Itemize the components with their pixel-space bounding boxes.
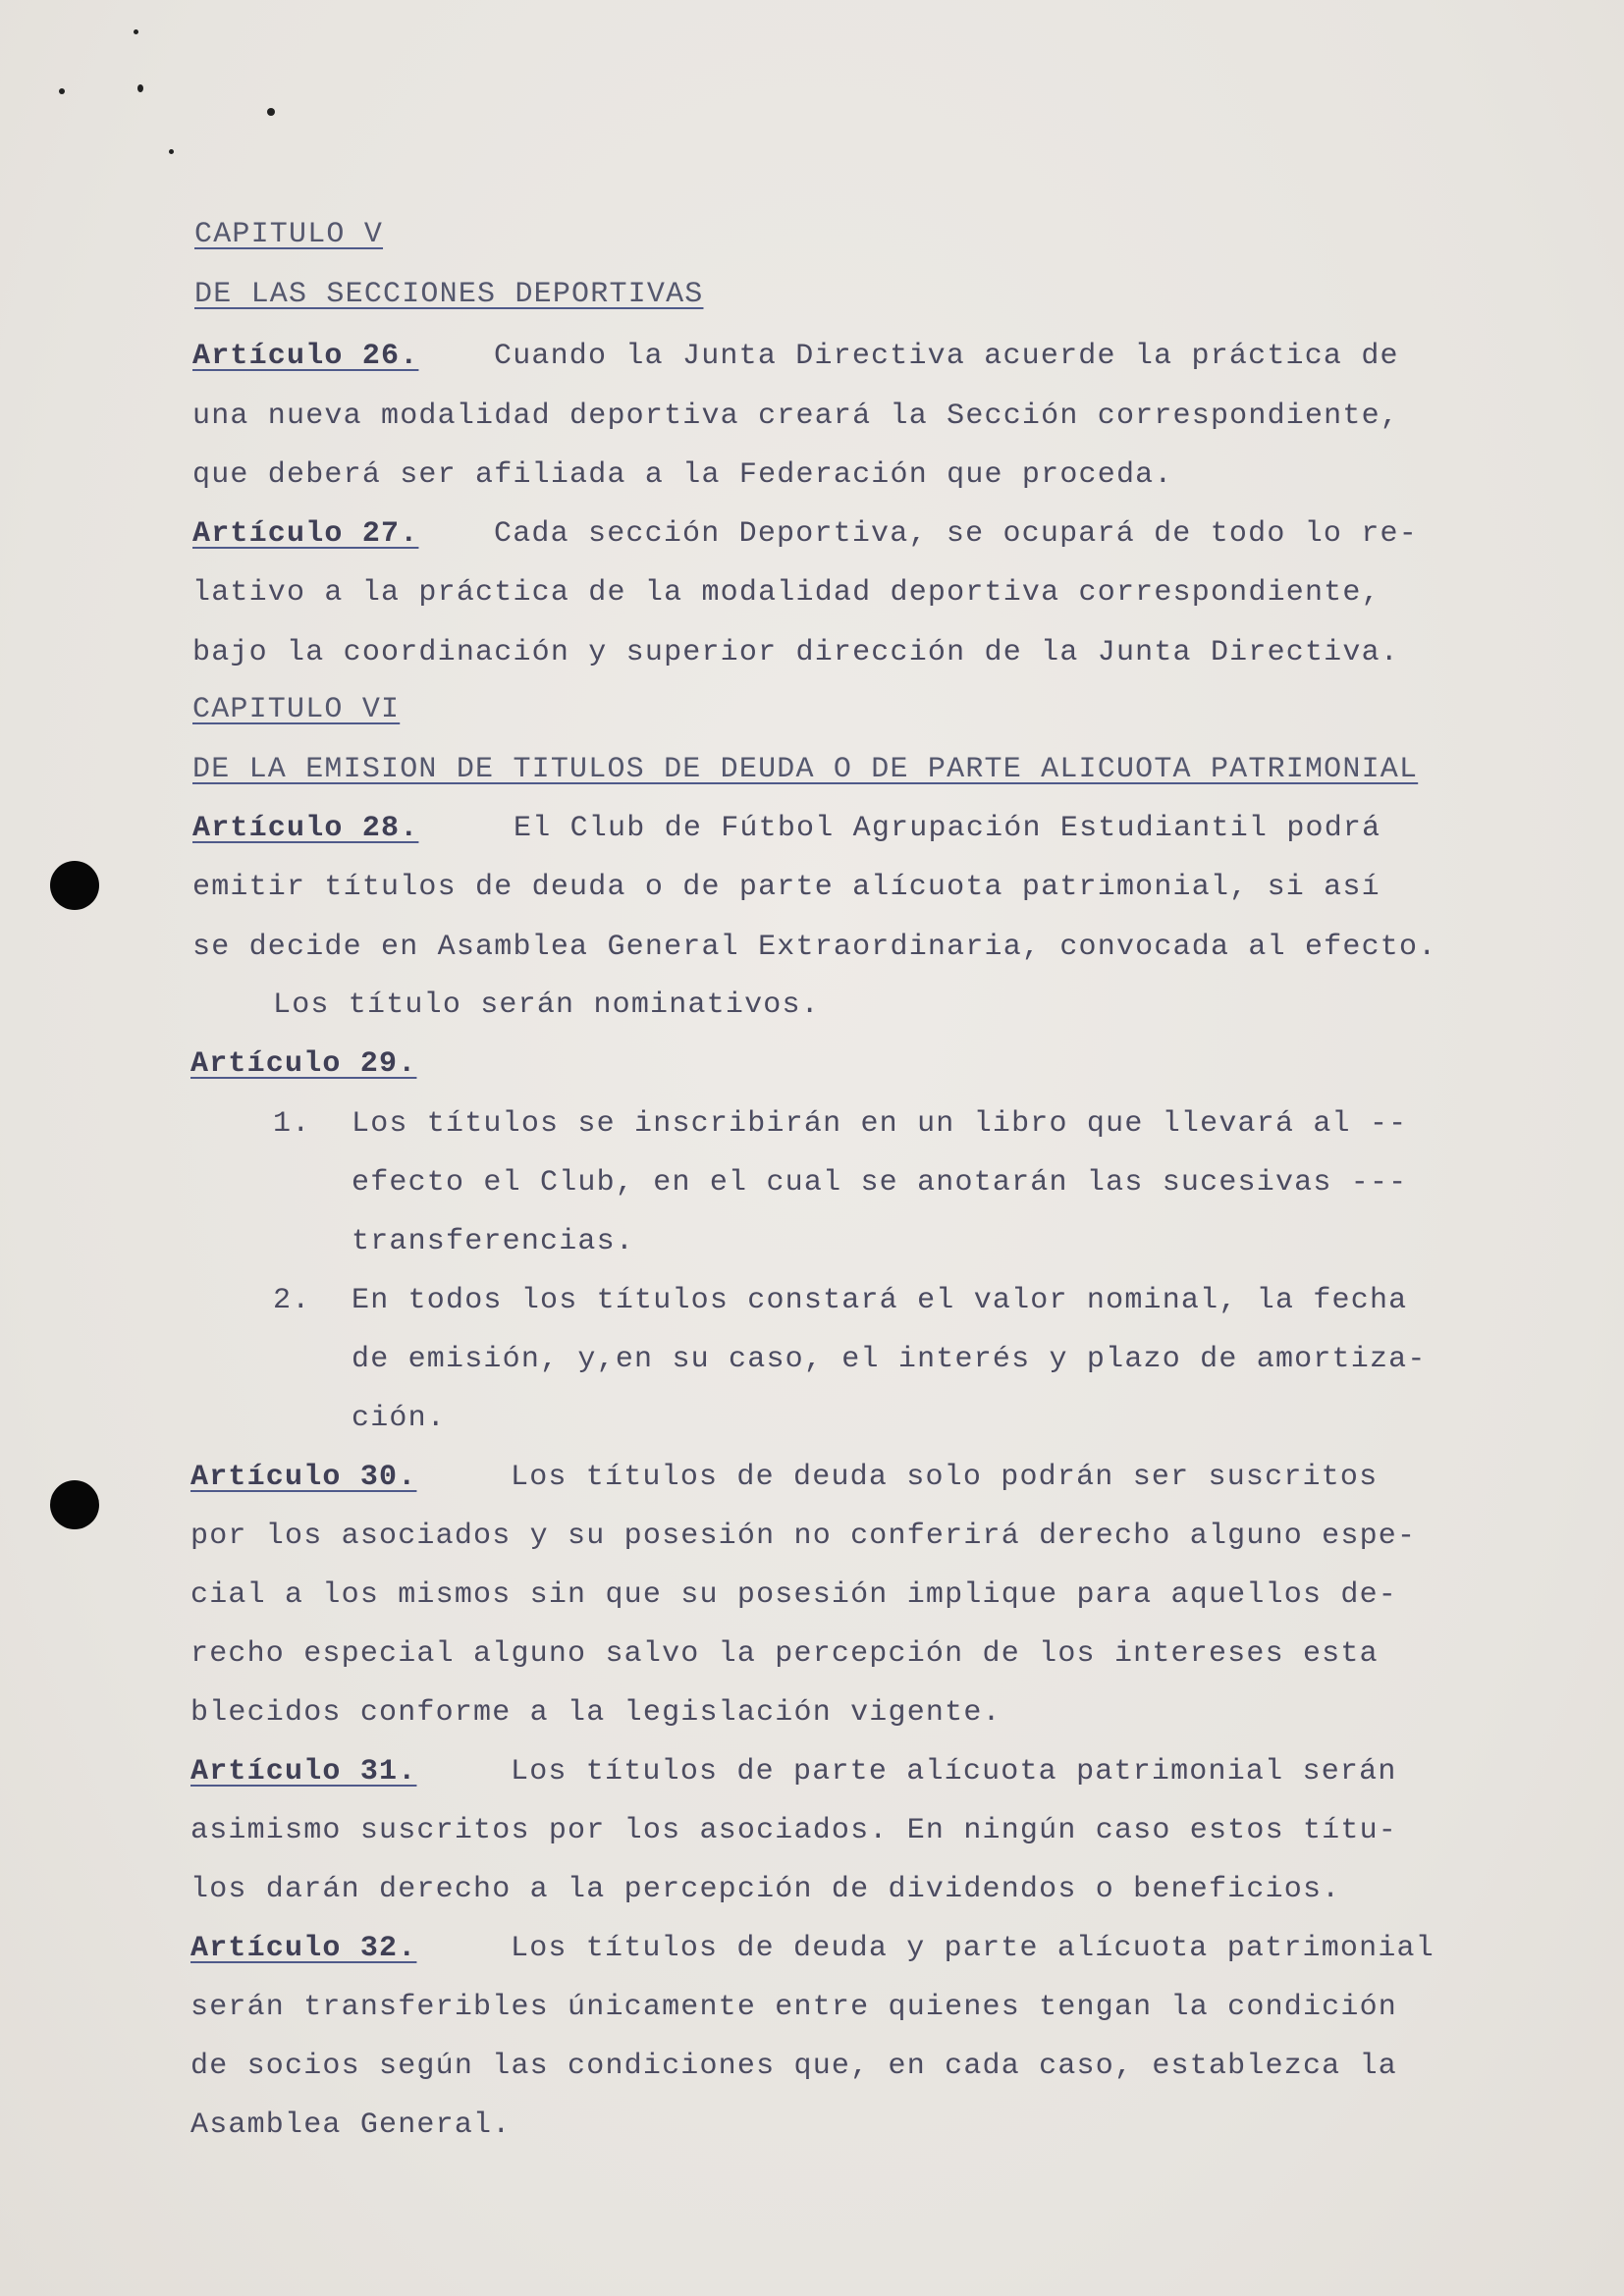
- article-text-line: emitir títulos de deuda o de parte alícuota patrimonial, si así: [192, 871, 1380, 904]
- article-label: Artículo 28.: [192, 812, 419, 845]
- punch-hole-top: [50, 861, 99, 910]
- punch-hole-bottom: [50, 1480, 99, 1529]
- list-item-line: ción.: [352, 1402, 447, 1435]
- article-text-line: El Club de Fútbol Agrupación Estudiantil podrá: [514, 812, 1381, 845]
- article-text-line: Los título serán nominativos.: [273, 988, 820, 1022]
- article-text-line: por los asociados y su posesión no conferirá derecho alguno espe-: [190, 1520, 1417, 1553]
- list-item-line: de emisión, y,en su caso, el interés y plazo de amortiza-: [352, 1343, 1427, 1376]
- article-text-line: Los títulos de deuda solo podrán ser suscritos: [511, 1461, 1379, 1494]
- ink-speck: [134, 29, 138, 34]
- article-label: Artículo 26.: [192, 340, 419, 373]
- chapter-subtitle: DE LA EMISION DE TITULOS DE DEUDA O DE PARTE ALICUOTA PATRIMONIAL: [192, 753, 1419, 786]
- list-item-line: Los títulos se inscribirán en un libro que llevará al --: [352, 1107, 1408, 1141]
- list-item-line: transferencias.: [352, 1225, 635, 1258]
- list-number: 1.: [273, 1107, 311, 1141]
- article-text-line: que deberá ser afiliada a la Federación que proceda.: [192, 458, 1173, 492]
- article-text-line: una nueva modalidad deportiva creará la Sección correspondiente,: [192, 400, 1399, 433]
- article-text-line: recho especial alguno salvo la percepción de los intereses esta: [190, 1637, 1379, 1671]
- ink-speck: [137, 84, 143, 92]
- article-text-line: serán transferibles únicamente entre quienes tengan la condición: [190, 1991, 1397, 2024]
- ink-speck: [59, 88, 65, 94]
- chapter-subtitle: DE LAS SECCIONES DEPORTIVAS: [194, 278, 704, 311]
- ink-speck: [169, 149, 174, 154]
- article-label: Artículo 31.: [190, 1755, 417, 1789]
- article-text-line: bajo la coordinación y superior dirección de la Junta Directiva.: [192, 636, 1399, 669]
- chapter-title: CAPITULO VI: [192, 693, 401, 726]
- article-text-line: de socios según las condiciones que, en cada caso, establezca la: [190, 2050, 1397, 2083]
- list-number: 2.: [273, 1284, 311, 1317]
- article-text-line: Asamblea General.: [190, 2109, 512, 2142]
- article-label: Artículo 29.: [190, 1047, 417, 1081]
- ink-speck: [267, 108, 275, 116]
- article-text-line: Cuando la Junta Directiva acuerde la práctica de: [494, 340, 1399, 373]
- article-text-line: Los títulos de parte alícuota patrimonial serán: [511, 1755, 1397, 1789]
- chapter-title: CAPITULO V: [194, 218, 384, 251]
- article-text-line: blecidos conforme a la legislación vigente.: [190, 1696, 1001, 1730]
- article-text-line: cial a los mismos sin que su posesión implique para aquellos de-: [190, 1578, 1397, 1612]
- article-label: Artículo 32.: [190, 1932, 417, 1965]
- article-text-line: los darán derecho a la percepción de dividendos o beneficios.: [190, 1873, 1341, 1906]
- list-item-line: efecto el Club, en el cual se anotarán las sucesivas ---: [352, 1166, 1408, 1200]
- article-label: Artículo 30.: [190, 1461, 417, 1494]
- article-text-line: Los títulos de deuda y parte alícuota patrimonial: [511, 1932, 1435, 1965]
- list-item-line: En todos los títulos constará el valor nominal, la fecha: [352, 1284, 1408, 1317]
- article-text-line: lativo a la práctica de la modalidad deportiva correspondiente,: [192, 576, 1380, 610]
- article-text-line: se decide en Asamblea General Extraordinaria, convocada al efecto.: [192, 931, 1437, 964]
- article-text-line: Cada sección Deportiva, se ocupará de todo lo re-: [494, 517, 1418, 551]
- article-label: Artículo 27.: [192, 517, 419, 551]
- article-text-line: asimismo suscritos por los asociados. En ningún caso estos títu-: [190, 1814, 1397, 1847]
